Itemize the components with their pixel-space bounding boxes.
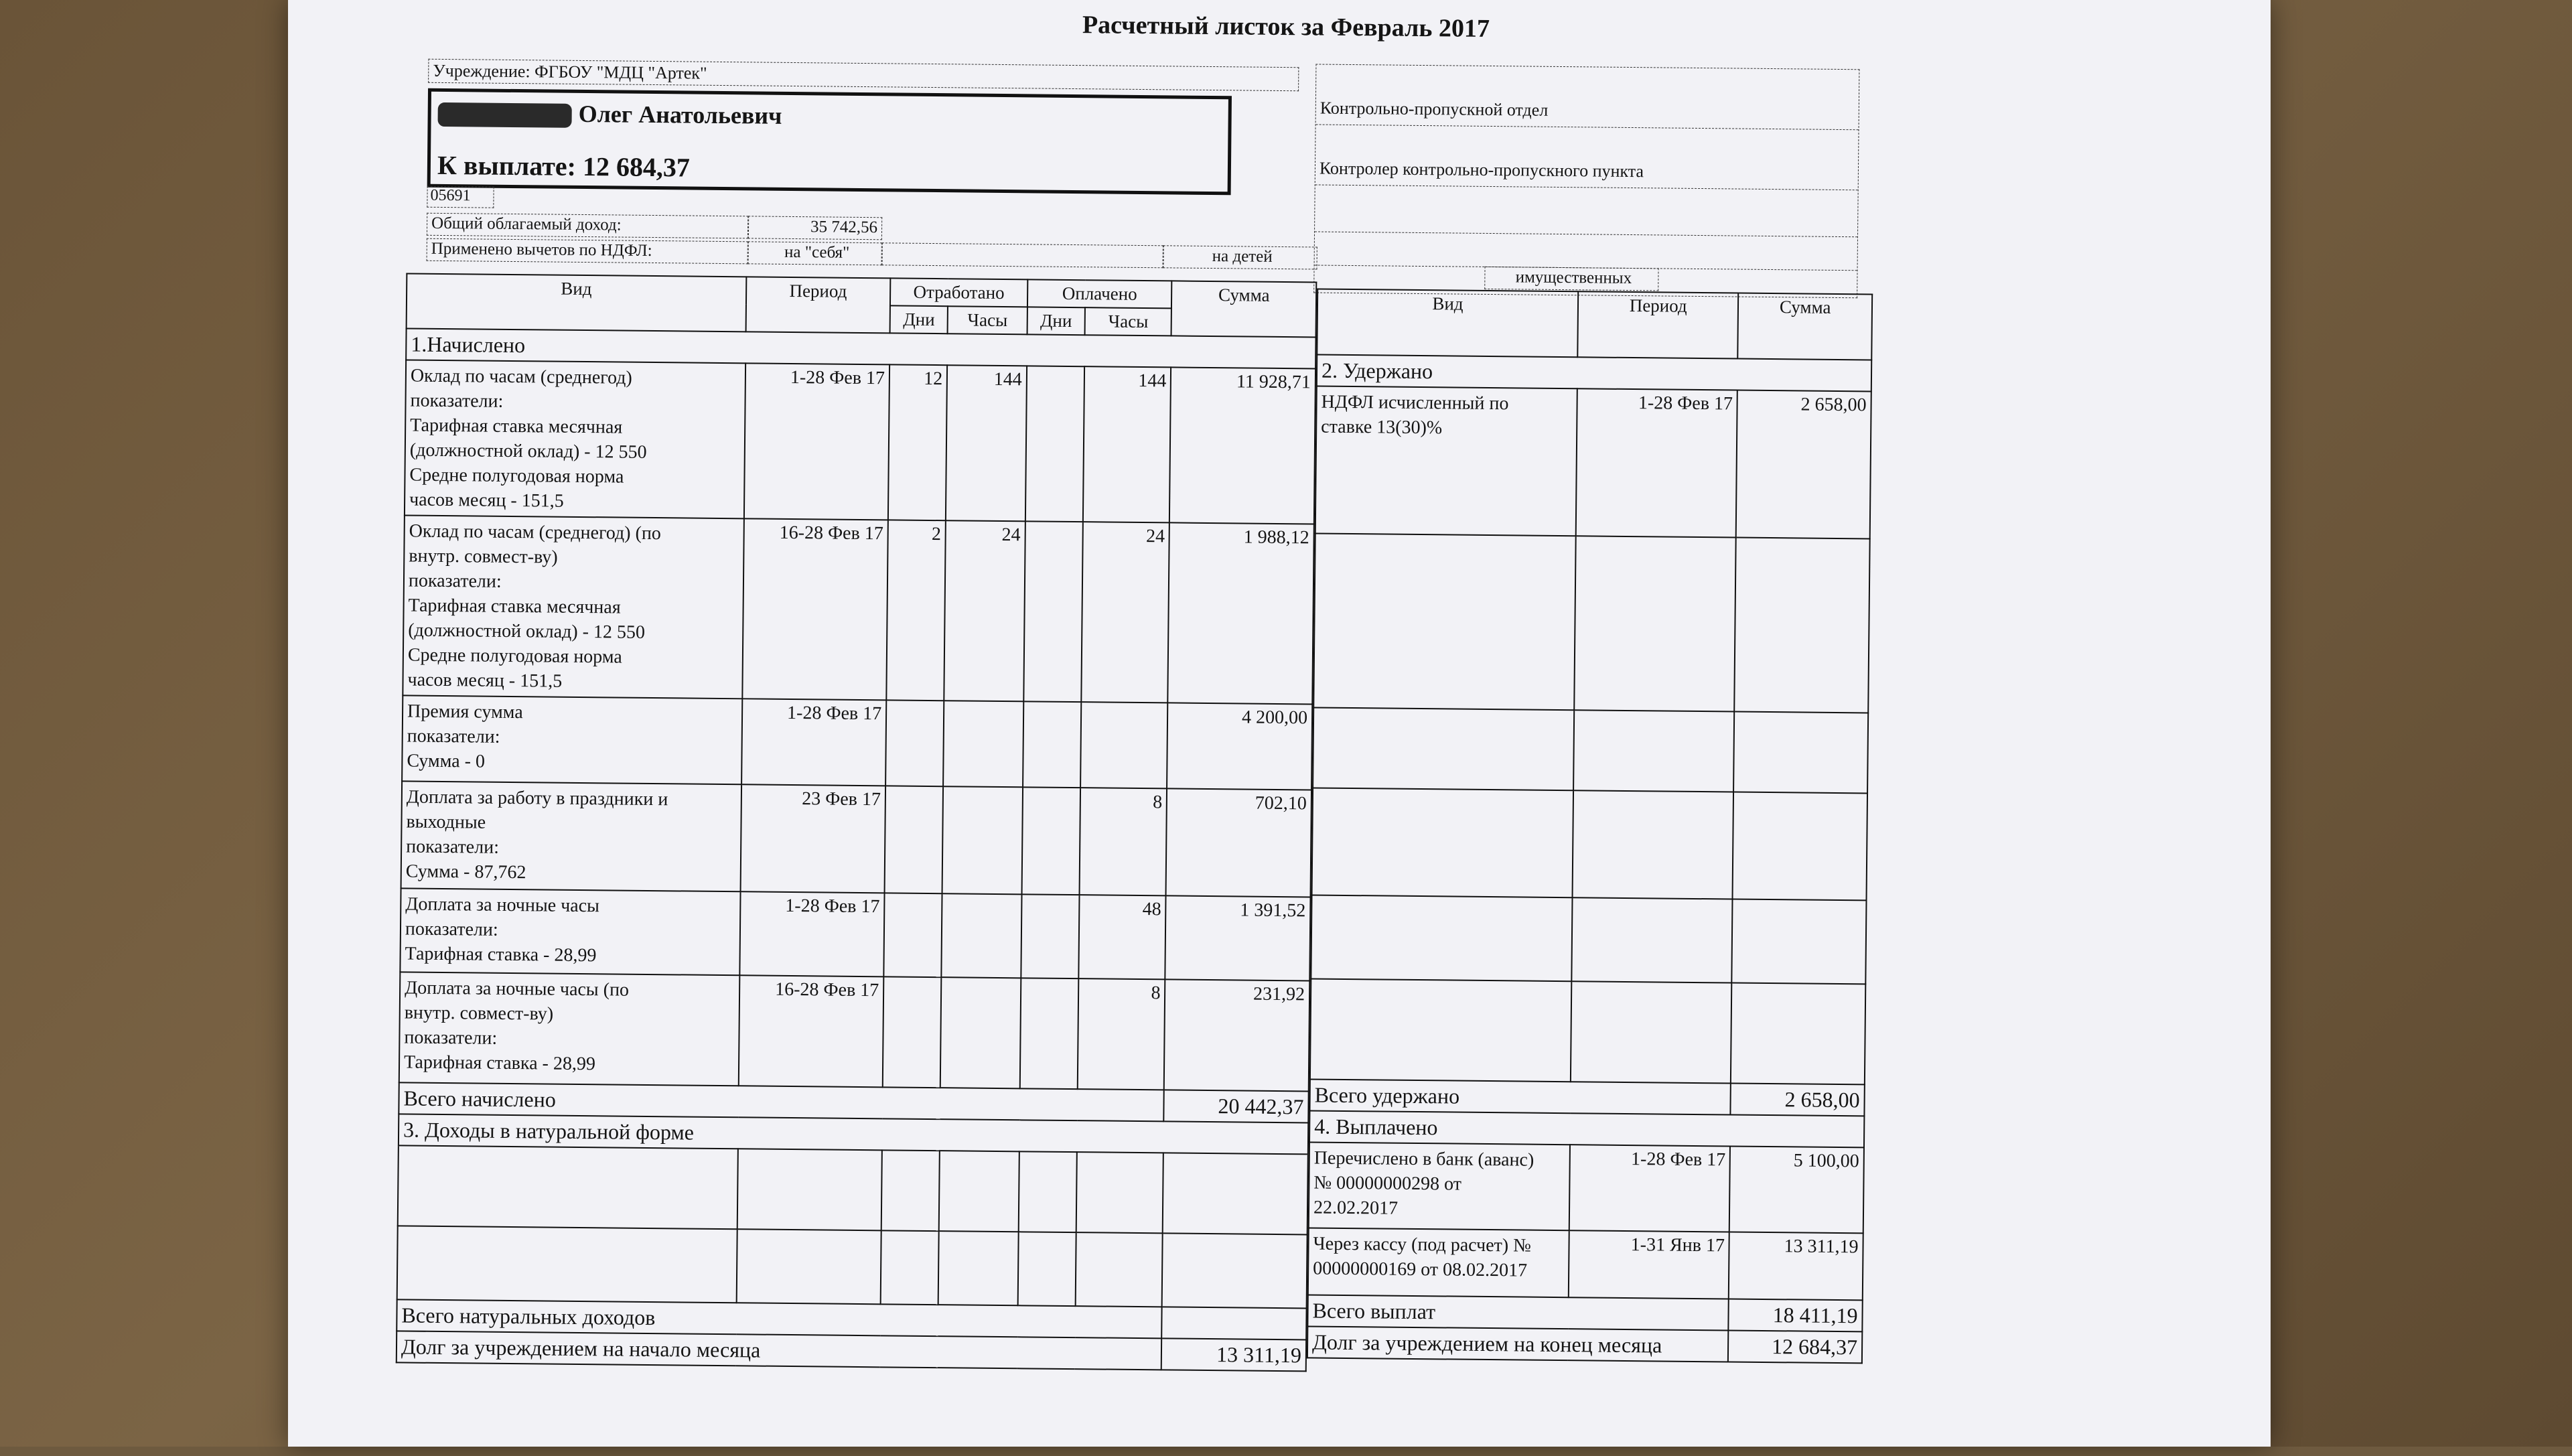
col-worked: Отработано: [890, 278, 1027, 307]
empty-cell: [1731, 983, 1865, 1085]
paid-section-title: 4. Выплачено: [1309, 1110, 1864, 1147]
accrued-worked-days: [885, 786, 944, 893]
payslip-paper: [288, 0, 2271, 1447]
accrued-worked-days: [885, 700, 944, 786]
col-worked-hours: Часы: [948, 306, 1027, 334]
col-paid: Оплачено: [1027, 279, 1172, 308]
paid-desc: Через кассу (под расчет) № 00000000169 от 08.02.2017: [1308, 1228, 1569, 1297]
to-pay-amount: К выплате: 12 684,37: [437, 149, 691, 183]
accrued-worked-days: [883, 976, 942, 1088]
col-sum: Сумма: [1171, 281, 1316, 337]
accrued-worked-hours: 144: [946, 365, 1027, 521]
accrued-paid-days: [1023, 521, 1083, 702]
withheld-sum: 2 658,00: [1736, 390, 1871, 539]
empty-cell: [1573, 710, 1735, 792]
taxable-income-label: Общий облагаемый доход:: [427, 213, 748, 239]
paid-row: [1309, 1142, 1864, 1233]
debt-end-label: Долг за учреждением на конец месяца: [1307, 1326, 1729, 1362]
natural-cell: [736, 1229, 881, 1304]
withheld-total-value: 2 658,00: [1731, 1083, 1865, 1116]
redacted-surname: [437, 102, 571, 128]
accrued-section-title: 1.Начислено: [406, 328, 1315, 368]
employee-box: [427, 88, 1232, 196]
natural-cell: [398, 1145, 738, 1229]
position-box: [1313, 64, 1859, 298]
payslip-sheet: [281, 0, 2278, 1456]
accrued-row: [405, 360, 1315, 524]
accrued-period: 1-28 Фев 17: [739, 891, 885, 976]
natural-cell: [1163, 1153, 1308, 1234]
withheld-row: [1315, 386, 1871, 539]
deduction-children: на детей: [1163, 245, 1317, 269]
accrued-worked-hours: [940, 977, 1021, 1088]
department-label: Контрольно-пропускной отдел: [1316, 91, 1859, 130]
accrued-paid-hours: 8: [1080, 788, 1167, 895]
accrued-total-value: 20 442,37: [1164, 1090, 1309, 1122]
accrued-paid-days: [1021, 894, 1079, 978]
accrued-period: 16-28 Фев 17: [742, 518, 888, 700]
accrued-desc: Оклад по часам (среднегод) (по внутр. совмест-ву) показатели: Тарифная ставка месячная (должностной оклад) - 12 550 Средне полугодовая норма часов месяц - 151,5: [403, 515, 743, 699]
col-period-right: Период: [1577, 291, 1738, 358]
paid-rows: [1308, 1142, 1864, 1300]
payslip-title: Расчетный листок за Февраль 2017: [1082, 11, 1490, 43]
natural-cell: [737, 1149, 882, 1230]
accrued-period: 23 Фев 17: [740, 784, 885, 893]
accrued-worked-days: 12: [888, 364, 947, 520]
debt-end-value: 12 684,37: [1728, 1330, 1862, 1363]
empty-cell: [1733, 712, 1868, 794]
natural-section-title: 3. Доходы в натуральной форме: [399, 1114, 1308, 1154]
empty-cell: [1310, 978, 1571, 1082]
withheld-total-label: Всего удержано: [1309, 1079, 1731, 1114]
accrued-sum: 11 928,71: [1169, 367, 1315, 524]
col-period: Период: [745, 277, 890, 333]
withheld-section-title: 2. Удержано: [1317, 355, 1871, 392]
col-sum-right: Сумма: [1738, 293, 1873, 360]
accrued-desc: Доплата за ночные часы (по внутр. совмест-ву) показатели: Тарифная ставка - 28,99: [399, 972, 739, 1086]
natural-cell: [1019, 1151, 1077, 1232]
empty-cell: [1571, 897, 1733, 982]
withheld-table: [1307, 289, 1873, 1364]
accrued-row: [399, 972, 1310, 1091]
col-vid: Вид: [407, 273, 746, 332]
institution-label: Учреждение: ФГБОУ "МДЦ "Артек": [428, 59, 1299, 91]
accrued-worked-hours: [943, 701, 1023, 787]
accrued-paid-days: [1025, 366, 1084, 522]
natural-cell: [938, 1231, 1019, 1305]
accrued-paid-hours: 8: [1078, 978, 1165, 1090]
accrued-desc: Доплата за работу в праздники и выходные показатели: Сумма - 87,762: [401, 781, 741, 891]
accrued-row: [400, 888, 1310, 980]
paid-sum: 13 311,19: [1729, 1232, 1863, 1300]
empty-cell: [1311, 895, 1572, 981]
accrued-row: [402, 695, 1312, 790]
empty-cell: [1313, 707, 1574, 790]
natural-total-value: [1162, 1307, 1307, 1339]
accrued-period: 1-28 Фев 17: [743, 363, 889, 520]
accrued-paid-hours: 24: [1081, 522, 1169, 703]
accrued-paid-days: [1020, 978, 1079, 1089]
col-worked-days: Дни: [890, 305, 948, 334]
natural-cell: [397, 1226, 737, 1303]
accrued-row: [401, 781, 1311, 897]
accrued-desc: Доплата за ночные часы показатели: Тарифная ставка - 28,99: [400, 888, 740, 975]
accrued-worked-hours: [942, 893, 1022, 978]
blank-row: [1315, 238, 1857, 271]
accrued-paid-hours: [1080, 702, 1168, 788]
natural-cell: [1076, 1152, 1163, 1233]
taxable-income-value: 35 742,56: [748, 216, 882, 240]
accrued-worked-hours: [942, 786, 1023, 894]
paid-row: [1308, 1228, 1863, 1300]
withheld-desc: НДФЛ исчисленный по ставке 13(30)%: [1315, 386, 1577, 536]
accrued-sum: 702,10: [1166, 788, 1311, 897]
col-paid-days: Дни: [1027, 307, 1085, 335]
paid-sum: 5 100,00: [1729, 1146, 1864, 1233]
accrued-total-label: Всего начислено: [399, 1082, 1164, 1121]
accrued-desc: Премия сумма показатели: Сумма - 0: [402, 695, 742, 784]
accrued-rows: [399, 360, 1315, 1091]
accrued-worked-days: [883, 893, 942, 977]
paid-period: 1-28 Фев 17: [1569, 1145, 1731, 1232]
empty-cell: [1735, 538, 1870, 713]
deduction-self: на "себя": [748, 241, 882, 265]
debt-start-value: 13 311,19: [1161, 1338, 1306, 1371]
empty-cell: [1573, 790, 1734, 899]
empty-cell: [1733, 792, 1867, 901]
natural-cell: [1162, 1233, 1307, 1308]
paid-period: 1-31 Янв 17: [1569, 1230, 1729, 1299]
paid-total-value: 18 411,19: [1729, 1299, 1863, 1331]
employee-name: Олег Анатольевич: [578, 100, 782, 129]
employee-info: [427, 59, 1306, 202]
accrued-sum: 1 391,52: [1165, 895, 1311, 980]
empty-cell: [1313, 534, 1576, 711]
accrued-sum: 4 200,00: [1167, 703, 1312, 790]
accrued-period: 16-28 Фев 17: [738, 975, 883, 1087]
withheld-rows: [1315, 386, 1871, 539]
accrued-worked-hours: 24: [944, 520, 1025, 701]
accrued-period: 1-28 Фев 17: [741, 699, 887, 786]
accrued-row: [403, 515, 1314, 704]
deductions-label: Применено вычетов по НДФЛ:: [427, 238, 748, 265]
blank-row: [1315, 205, 1857, 237]
accrued-paid-hours: 144: [1083, 366, 1171, 522]
accrued-sum: 1 988,12: [1168, 522, 1314, 704]
position-label: Контролер контрольно-пропускного пункта: [1315, 151, 1858, 190]
natural-total-label: Всего натуральных доходов: [397, 1299, 1162, 1338]
empty-cell: [1732, 899, 1867, 985]
natural-cell: [1076, 1232, 1163, 1307]
accrued-sum: 231,92: [1164, 979, 1309, 1091]
paid-desc: Перечислено в банк (аванс) № 00000000298 от 22.02.2017: [1309, 1142, 1570, 1230]
deduction-blank: [882, 242, 1163, 268]
empty-cell: [1571, 981, 1732, 1083]
empty-cell: [1574, 536, 1736, 711]
deduction-property: имущественных: [1484, 267, 1658, 291]
natural-cell: [881, 1150, 940, 1231]
natural-cell: [939, 1151, 1019, 1232]
empty-cell: [1312, 788, 1574, 897]
natural-cell: [1017, 1232, 1076, 1306]
withheld-period: 1-28 Фев 17: [1576, 388, 1737, 537]
accrued-worked-days: 2: [886, 520, 946, 701]
debt-start-label: Долг за учреждением на начало месяца: [397, 1331, 1162, 1370]
accrued-paid-days: [1023, 701, 1081, 788]
col-vid-right: Вид: [1317, 289, 1578, 358]
paid-total-label: Всего выплат: [1307, 1295, 1729, 1330]
accrued-desc: Оклад по часам (среднегод) показатели: Тарифная ставка месячная (должностной оклад) - 12 550 Средне полугодовая норма часов месяц - 151,5: [405, 360, 745, 518]
accrued-table: [396, 273, 1317, 1372]
employee-code: 05691: [427, 186, 494, 208]
accrued-paid-hours: 48: [1078, 895, 1166, 979]
accrued-paid-days: [1021, 787, 1080, 895]
natural-cell: [881, 1230, 939, 1305]
col-paid-hours: Часы: [1085, 307, 1172, 336]
